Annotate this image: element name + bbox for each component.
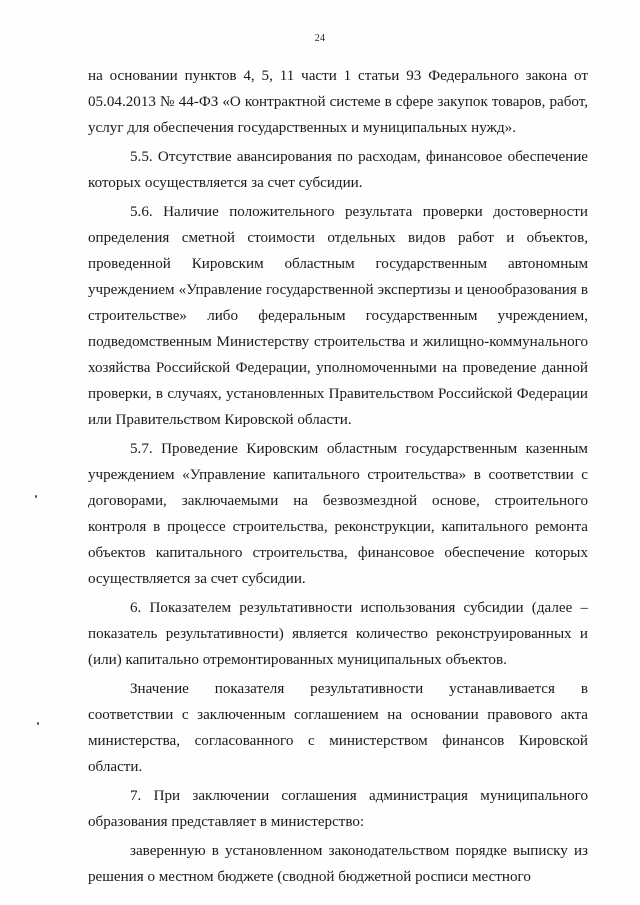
paragraph-indicator-value: Значение показателя результативности устанавливается в соответствии с заключенным соглашением на основании правового акта министерства, согласованного с министерством финансов Кировской области.: [88, 681, 588, 775]
paragraph-extract: заверенную в установленном законодательством порядке выписку из решения о местном бюджете (сводной бюджетной росписи местного: [88, 843, 588, 885]
document-body: [88, 63, 588, 890]
page-number: 24: [314, 33, 326, 44]
scan-speck: [37, 722, 39, 725]
paragraph-5-7: 5.7. Проведение Кировским областным государственным казенным учреждением «Управление капитального строительства» в соответствии с договорами, заключаемыми на безвозмездной основе, строительного контроля в процессе строительства, реконструкции, капитального ремонта объектов капитального строительства, финансовое обеспечение которых осуществляется за счет субсидии.: [88, 441, 588, 587]
scan-speck: [35, 495, 37, 498]
paragraph-6: 6. Показателем результативности использования субсидии (далее – показатель результативности) является количество реконструированных и (или) капитально отремонтированных муниципальных объектов.: [88, 600, 588, 668]
paragraph-5-5: 5.5. Отсутствие авансирования по расходам, финансовое обеспечение которых осуществляется за счет субсидии.: [88, 149, 588, 191]
paragraph-continuation: на основании пунктов 4, 5, 11 части 1 статьи 93 Федерального закона от 05.04.2013 № 44-ФЗ «О контрактной системе в сфере закупок товаров, работ, услуг для обеспечения государственных и муниципальных нужд».: [88, 68, 588, 136]
paragraph-7: 7. При заключении соглашения администрация муниципального образования представляет в министерство:: [88, 788, 588, 830]
paragraph-5-6: 5.6. Наличие положительного результата проверки достоверности определения сметной стоимости отдельных видов работ и объектов, проведенной Кировским областным государственным автономным учреждением «Управление государственной экспертизы и ценообразования в строительстве» либо федеральным государственным учреждением, подведомственным Министерству строительства и жилищно-коммунального хозяйства Российской Федерации, уполномоченными на проведение данной проверки, в случаях, установленных Правительством Российской Федерации или Правительством Кировской области.: [88, 204, 588, 428]
